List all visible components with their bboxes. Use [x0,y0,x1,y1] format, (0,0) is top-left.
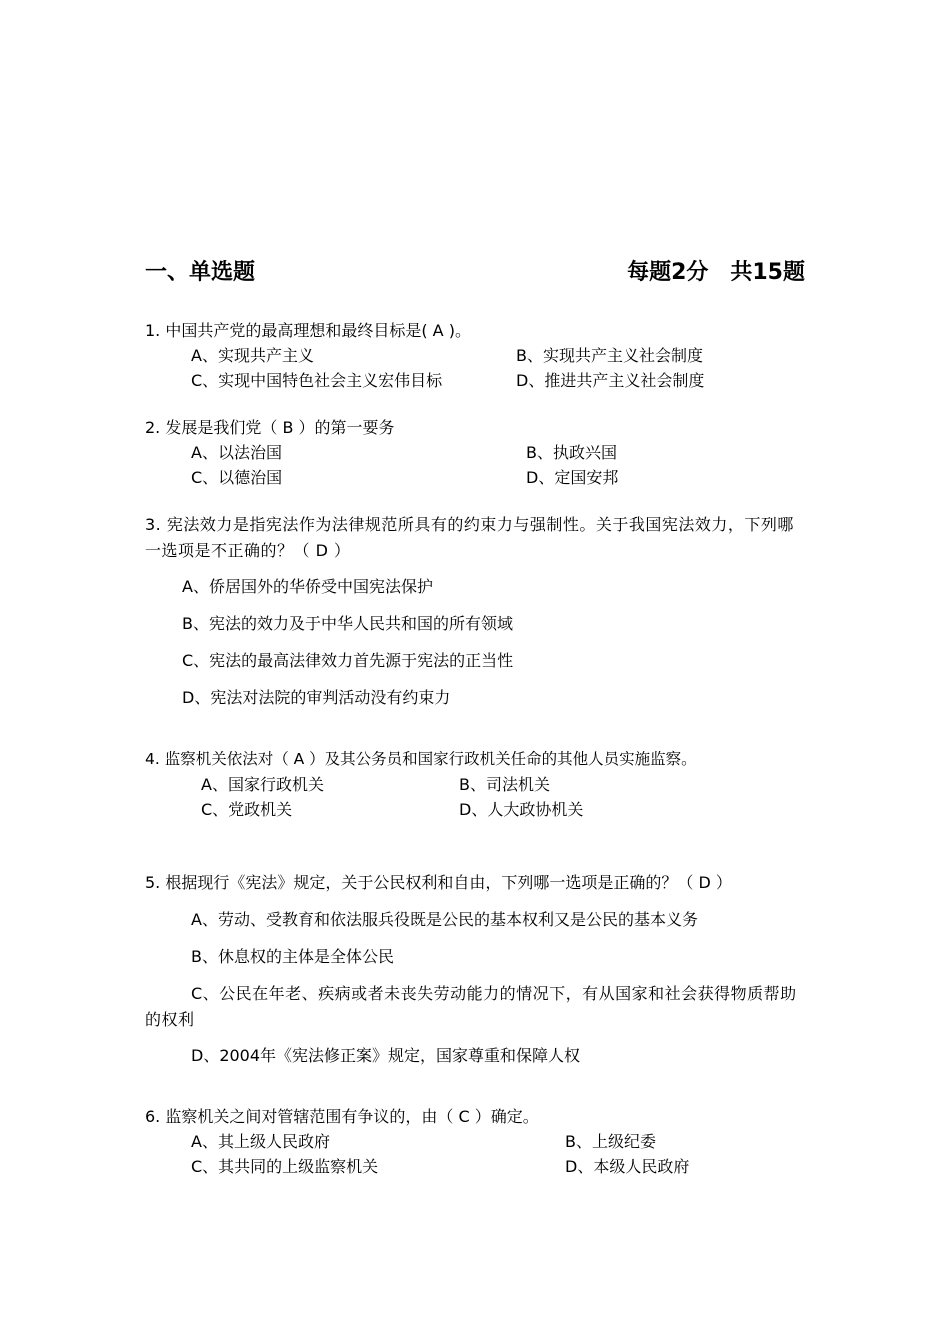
section-meta: 每题2分 共15题 [627,260,805,285]
option-a: A、实现共产主义 [191,346,314,365]
section-title: 一、单选题 [145,260,256,285]
option-a: A、劳动、受教育和依法服兵役既是公民的基本权利又是公民的基本义务 [191,910,698,929]
question-stem: 5. 根据现行《宪法》规定，关于公民权利和自由，下列哪一选项是正确的？（ D ） [145,873,732,892]
question-stem: 3. 宪法效力是指宪法作为法律规范所具有的约束力与强制性。关于我国宪法效力，下列哪一选项是不正确的？（ D ） [145,515,794,560]
option-a: A、侨居国外的华侨受中国宪法保护 [182,577,433,596]
option-c: C、以德治国 [191,468,283,487]
option-c: C、党政机关 [201,800,293,819]
option-d: D、2004年《宪法修正案》规定，国家尊重和保障人权 [191,1046,581,1065]
option-b: B、休息权的主体是全体公民 [191,947,394,966]
question-stem: 4. 监察机关依法对（ A ）及其公务员和国家行政机关任命的其他人员实施监察。 [145,750,697,768]
option-b: B、实现共产主义社会制度 [516,346,703,365]
question-stem: 2. 发展是我们党（ B ）的第一要务 [145,418,395,437]
option-b: B、执政兴国 [526,443,617,462]
option-a: A、国家行政机关 [201,775,324,794]
option-b: B、司法机关 [459,775,550,794]
option-c: C、实现中国特色社会主义宏伟目标 [191,371,443,390]
option-d: D、推进共产主义社会制度 [516,371,705,390]
question-stem: 6. 监察机关之间对管辖范围有争议的，由（ C ）确定。 [145,1107,539,1126]
option-d: D、本级人民政府 [565,1157,690,1176]
option-b: B、上级纪委 [565,1132,656,1151]
option-c: C、公民在年老、疾病或者未丧失劳动能力的情况下，有从国家和社会获得物质帮助的权利 [145,984,797,1029]
option-b: B、宪法的效力及于中华人民共和国的所有领域 [182,614,513,633]
option-d: D、宪法对法院的审判活动没有约束力 [182,688,451,707]
question-stem: 1. 中国共产党的最高理想和最终目标是( A )。 [145,321,471,340]
option-a: A、以法治国 [191,443,282,462]
option-c: C、宪法的最高法律效力首先源于宪法的正当性 [182,651,514,670]
option-d: D、人大政协机关 [459,800,584,819]
section-header [145,255,805,289]
option-d: D、定国安邦 [526,468,619,487]
option-c: C、其共同的上级监察机关 [191,1157,379,1176]
option-a: A、其上级人民政府 [191,1132,330,1151]
